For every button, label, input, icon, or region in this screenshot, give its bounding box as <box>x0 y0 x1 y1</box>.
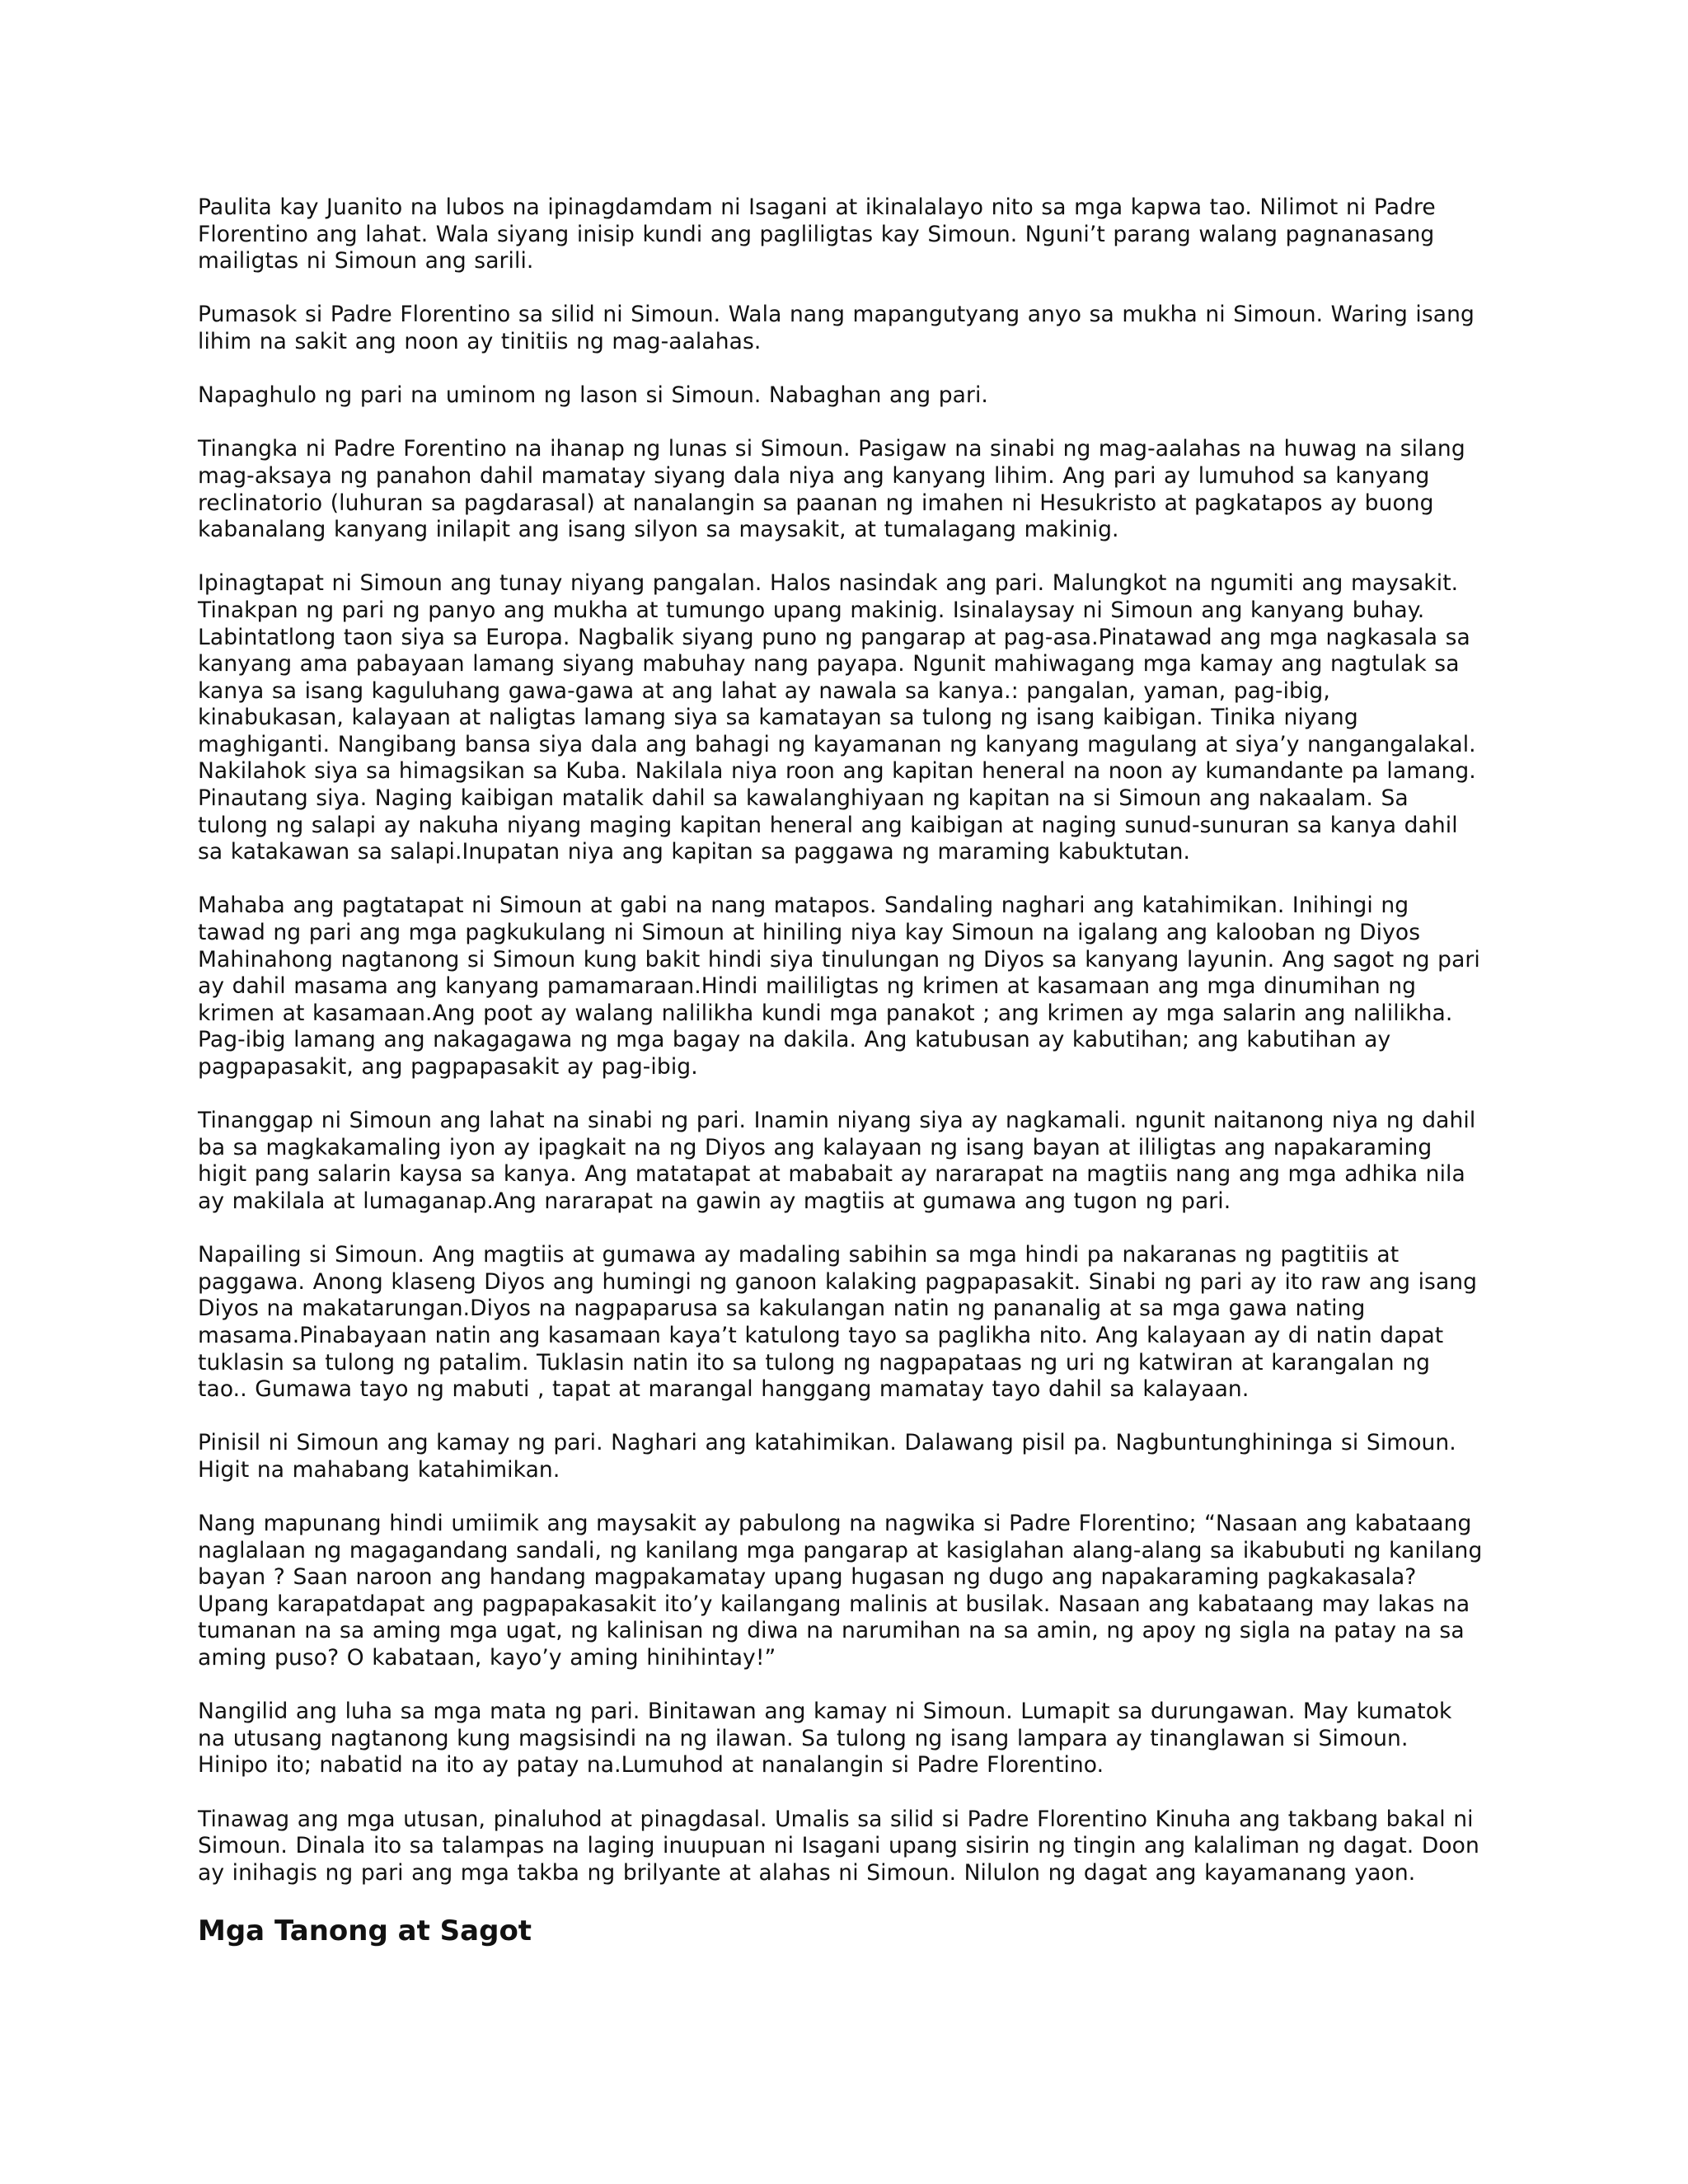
paragraph-2: Pumasok si Padre Florentino sa silid ni Simoun. Wala nang mapangutyang anyo sa mukha ni Simoun. Waring isang lihim na sakit ang noon ay tinitiis ng mag-aalahas. <box>198 302 1475 354</box>
paragraph-4: Tinangka ni Padre Forentino na ihanap ng lunas si Simoun. Pasigaw na sinabi ng mag-aalahas na huwag na silang mag-aksaya ng panahon dahil mamatay siyang dala niya ang kanyang lihim. Ang pari ay lumuhod sa kanyang reclinatorio (luhuran sa pagdarasal) at nanalangin sa paanan ng imahen ni Hesukristo at pagkatapos ay buong kabanalang kanyang inilapit ang isang silyon sa maysakit, at tumalagang makinig. <box>198 436 1465 543</box>
paragraph-3: Napaghulo ng pari na uminom ng lason si Simoun. Nabaghan ang pari. <box>198 382 988 409</box>
paragraph-11: Nangilid ang luha sa mga mata ng pari. Binitawan ang kamay ni Simoun. Lumapit sa durungawan. May kumatok na utusang nagtanong kung magsisindi na ng ilawan. Sa tulong ng isang lampara ay tinanglawan si Simoun. Hinipo ito; nabatid na ito ay patay na.Lumuhod at nanalangin si Padre Florentino. <box>198 1699 1452 1779</box>
section-heading: Mga Tanong at Sagot <box>198 1915 532 1947</box>
paragraph-8: Napailing si Simoun. Ang magtiis at gumawa ay madaling sabihin sa mga hindi pa nakaranas ng pagtitiis at paggawa. Anong klaseng Diyos ang humingi ng ganoon kalaking pagpapasakit. Sinabi ng pari ay ito raw ang isang Diyos na makatarungan.Diyos na nagpaparusa sa kakulangan natin ng pananalig at sa mga gawa nating masama.Pinabayaan natin ang kasamaan kaya’t katulong tayo sa paglikha nito. Ang kalayaan ay di natin dapat tuklasin sa tulong ng patalim. Tuklasin natin ito sa tulong ng nagpapataas ng uri ng katwiran at karangalan ng tao.. Gumawa tayo ng mabuti , tapat at marangal hanggang mamatay tayo dahil sa kalayaan. <box>198 1242 1478 1403</box>
paragraph-5: Ipinagtapat ni Simoun ang tunay niyang pangalan. Halos nasindak ang pari. Malungkot na ngumiti ang maysakit. Tinakpan ng pari ng panyo ang mukha at tumungo upang makinig. Isinalaysay ni Simoun ang kanyang buhay. Labintatlong taon siya sa Europa. Nagbalik siyang puno ng pangarap at pag-asa.Pinatawad ang mga nagkasala sa kanyang ama pabayaan lamang siyang mabuhay nang payapa. Ngunit mahiwagang mga kamay ang nagtulak sa kanya sa isang kaguluhang gawa-gawa at ang lahat ay nawala sa kanya.: pangalan, yaman, pag-ibig, kinabukasan, kalayaan at naligtas lamang siya sa kamatayan sa tulong ng isang kaibigan. Tinika niyang maghiganti. Nangibang bansa siya dala ang bahagi ng kayamanan ng kanyang magulang at siya’y nangangalakal. Nakilahok siya sa himagsikan sa Kuba. Nakilala niya roon ang kapitan heneral na noon ay kumandante pa lamang. Pinautang siya. Naging kaibigan matalik dahil sa kawalanghiyaan ng kapitan na si Simoun ang nakaalam. Sa tulong ng salapi ay nakuha niyang maging kapitan heneral ang kaibigan at naging sunud-sunuran sa kanya dahil sa katakawan sa salapi.Inupatan niya ang kapitan sa paggawa ng maraming kabuktutan. <box>198 570 1476 865</box>
document-page <box>198 194 1484 1948</box>
paragraph-12: Tinawag ang mga utusan, pinaluhod at pinagdasal. Umalis sa silid si Padre Florentino Kinuha ang takbang bakal ni Simoun. Dinala ito sa talampas na laging inuupuan ni Isagani upang sisirin ng tingin ang kalaliman ng dagat. Doon ay inihagis ng pari ang mga takba ng brilyante at alahas ni Simoun. Nilulon ng dagat ang kayamanang yaon. <box>198 1806 1479 1886</box>
paragraph-10: Nang mapunang hindi umiimik ang maysakit ay pabulong na nagwika si Padre Florentino; “Nasaan ang kabataang naglalaan ng magagandang sandali, ng kanilang mga pangarap at kasiglahan alang-alang sa ikabubuti ng kanilang bayan ? Saan naroon ang handang magpakamatay upang hugasan ng dugo ang napakaraming pagkakasala? Upang karapatdapat ang pagpapakasakit ito’y kailangang malinis at busilak. Nasaan ang kabataang may lakas na tumanan na sa aming mga ugat, ng kalinisan ng diwa na narumihan na sa amin, ng apoy ng sigla na patay na sa aming puso? O kabataan, kayo’y aming hinihintay!” <box>198 1511 1483 1671</box>
paragraph-6: Mahaba ang pagtatapat ni Simoun at gabi na nang matapos. Sandaling naghari ang katahimikan. Inihingi ng tawad ng pari ang mga pagkukulang ni Simoun at hiniling niya kay Simoun na igalang ang kalooban ng Diyos Mahinahong nagtanong si Simoun kung bakit hindi siya tinulungan ng Diyos sa kanyang layunin. Ang sagot ng pari ay dahil masama ang kanyang pamamaraan.Hindi maililigtas ng krimen at kasamaan ang mga dinumihan ng krimen at kasamaan.Ang poot ay walang nalilikha kundi mga panakot ; ang krimen ay mga salarin ang nalilikha. Pag-ibig lamang ang nakagagawa ng mga bagay na dakila. Ang katubusan ay kabutihan; ang kabutihan ay pagpapasakit, ang pagpapasakit ay pag-ibig. <box>198 893 1480 1080</box>
paragraph-1: Paulita kay Juanito na lubos na ipinagdamdam ni Isagani at ikinalalayo nito sa mga kapwa tao. Nilimot ni Padre Florentino ang lahat. Wala siyang inisip kundi ang pagliligtas kay Simoun. Nguni’t parang walang pagnanasang mailigtas ni Simoun ang sarili. <box>198 194 1436 274</box>
paragraph-7: Tinanggap ni Simoun ang lahat na sinabi ng pari. Inamin niyang siya ay nagkamali. ngunit naitanong niya ng dahil ba sa magkakamaling iyon ay ipagkait na ng Diyos ang kalayaan ng isang bayan at ililigtas ang napakaraming higit pang salarin kaysa sa kanya. Ang matatapat at mababait ay nararapat na magtiis nang ang mga adhika nila ay makilala at lumaganap.Ang nararapat na gawin ay magtiis at gumawa ang tugon ng pari. <box>198 1108 1476 1214</box>
paragraph-9: Pinisil ni Simoun ang kamay ng pari. Naghari ang katahimikan. Dalawang pisil pa. Nagbuntunghininga si Simoun. Higit na mahabang katahimikan. <box>198 1430 1456 1483</box>
